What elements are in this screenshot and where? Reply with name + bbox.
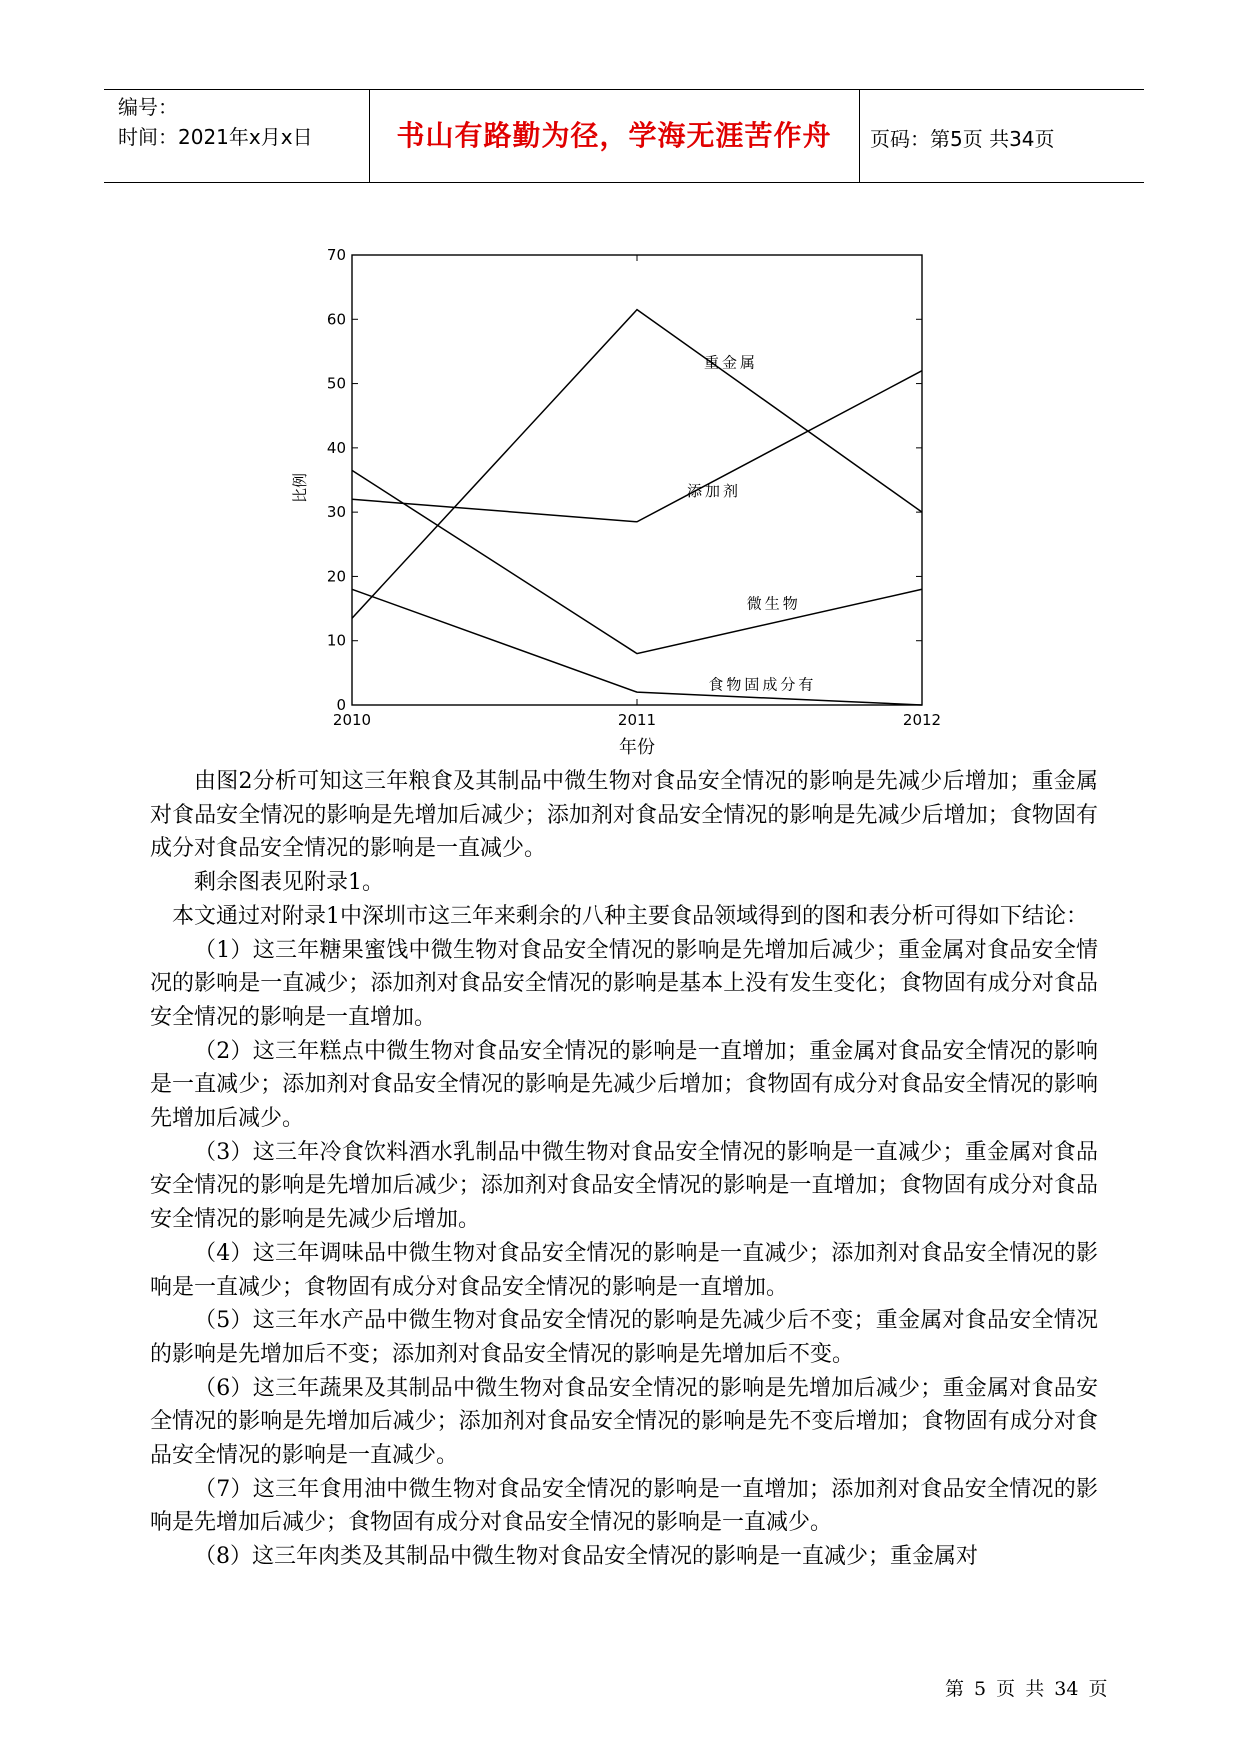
paragraph-conclusion-7: （7）这三年食用油中微生物对食品安全情况的影响是一直增加；添加剂对食品安全情况的影响是先增加后减少；食物固有成分对食品安全情况的影响是一直减少。 [150, 1476, 1098, 1536]
y-tick-label: 50 [326, 374, 346, 393]
paragraph-conclusion-3: （3）这三年冷食饮料酒水乳制品中微生物对食品安全情况的影响是一直减少；重金属对食品安全情况的影响是先增加后减少；添加剂对食品安全情况的影响是一直增加；食物固有成分对食品安全情况的影响是先减少后增加。 [150, 1139, 1098, 1233]
series-line-1 [352, 310, 922, 619]
header-bottom-rule [104, 182, 1144, 183]
y-tick-label: 10 [326, 631, 346, 650]
paragraph-conclusion-5: （5）这三年水产品中微生物对食品安全情况的影响是先减少后不变；重金属对食品安全情况的影响是先增加后不变；添加剂对食品安全情况的影响是先增加后不变。 [150, 1308, 1098, 1367]
y-axis-label: 比例 [291, 472, 309, 504]
analysis-text [150, 765, 1098, 1574]
y-tick-label: 20 [326, 567, 346, 586]
paragraph-conclusion-1: （1）这三年糖果蜜饯中微生物对食品安全情况的影响是先增加后减少；重金属对食品安全情况的影响是一直减少；添加剂对食品安全情况的影响是基本上没有发生变化；食物固有成分对食品安全情况的影响是一直增加。 [150, 937, 1098, 1030]
series-label-1: 重金属 [704, 353, 759, 372]
x-axis-label: 年份 [619, 737, 655, 758]
document-time-label: 时间：2021年x月x日 [118, 125, 313, 149]
y-tick-label: 0 [336, 696, 346, 714]
y-tick-label: 40 [326, 438, 346, 457]
paragraph-conclusion-6: （6）这三年蔬果及其制品中微生物对食品安全情况的影响是先增加后减少；重金属对食品安全情况的影响是先增加后减少；添加剂对食品安全情况的影响是先不变后增加；食物固有成分对食品安全情况的影响是一直减少。 [150, 1375, 1098, 1469]
plot-frame [352, 255, 922, 705]
header-motto: 书山有路勤为径，学海无涯苦作舟 [396, 119, 832, 152]
series-line-2 [352, 371, 922, 522]
x-tick-label: 2012 [902, 711, 942, 729]
y-tick-label: 70 [326, 246, 346, 264]
x-tick-label: 2010 [332, 711, 372, 729]
header-page-label: 页码：第5页 共34页 [870, 127, 1055, 151]
series-line-3 [352, 470, 922, 653]
y-tick-label: 30 [326, 503, 346, 522]
paragraph-conclusion-intro: 本文通过对附录1中深圳市这三年来剩余的八种主要食品领域得到的图和表分析可得如下结论： [172, 903, 1089, 929]
series-label-2: 添加剂 [686, 482, 741, 501]
paragraph-appendix-note: 剩余图表见附录1。 [194, 870, 384, 896]
y-tick-label: 60 [326, 310, 346, 329]
header-divider-right [859, 89, 860, 182]
header-top-rule [104, 89, 1144, 90]
paragraph-conclusion-8: （8）这三年肉类及其制品中微生物对食品安全情况的影响是一直减少；重金属对 [194, 1544, 978, 1570]
x-tick-label: 2011 [617, 711, 657, 729]
series-line-4 [352, 589, 922, 705]
paragraph-conclusion-2: （2）这三年糕点中微生物对食品安全情况的影响是一直增加；重金属对食品安全情况的影响是一直减少；添加剂对食品安全情况的影响是先减少后增加；食物固有成分对食品安全情况的影响先增加后减少。 [150, 1038, 1098, 1132]
header-left [118, 92, 313, 152]
series-label-4: 食物固成分有 [708, 675, 817, 694]
document-number-label: 编号： [118, 95, 178, 119]
paragraph-conclusion-4: （4）这三年调味品中微生物对食品安全情况的影响是一直减少；添加剂对食品安全情况的影响是一直减少；食物固有成分对食品安全情况的影响是一直增加。 [150, 1240, 1098, 1300]
series-label-3: 微生物 [746, 594, 801, 613]
footer-page-number: 第 5 页 共 34 页 [945, 1678, 1108, 1700]
paragraph-figure2-analysis: 由图2分析可知这三年粮食及其制品中微生物对食品安全情况的影响是先减少后增加；重金属对食品安全情况的影响是先增加后减少；添加剂对食品安全情况的影响是先减少后增加；食物固有成分对食品安全情况的影响是一直减少。 [150, 769, 1098, 862]
line-chart [270, 240, 990, 770]
